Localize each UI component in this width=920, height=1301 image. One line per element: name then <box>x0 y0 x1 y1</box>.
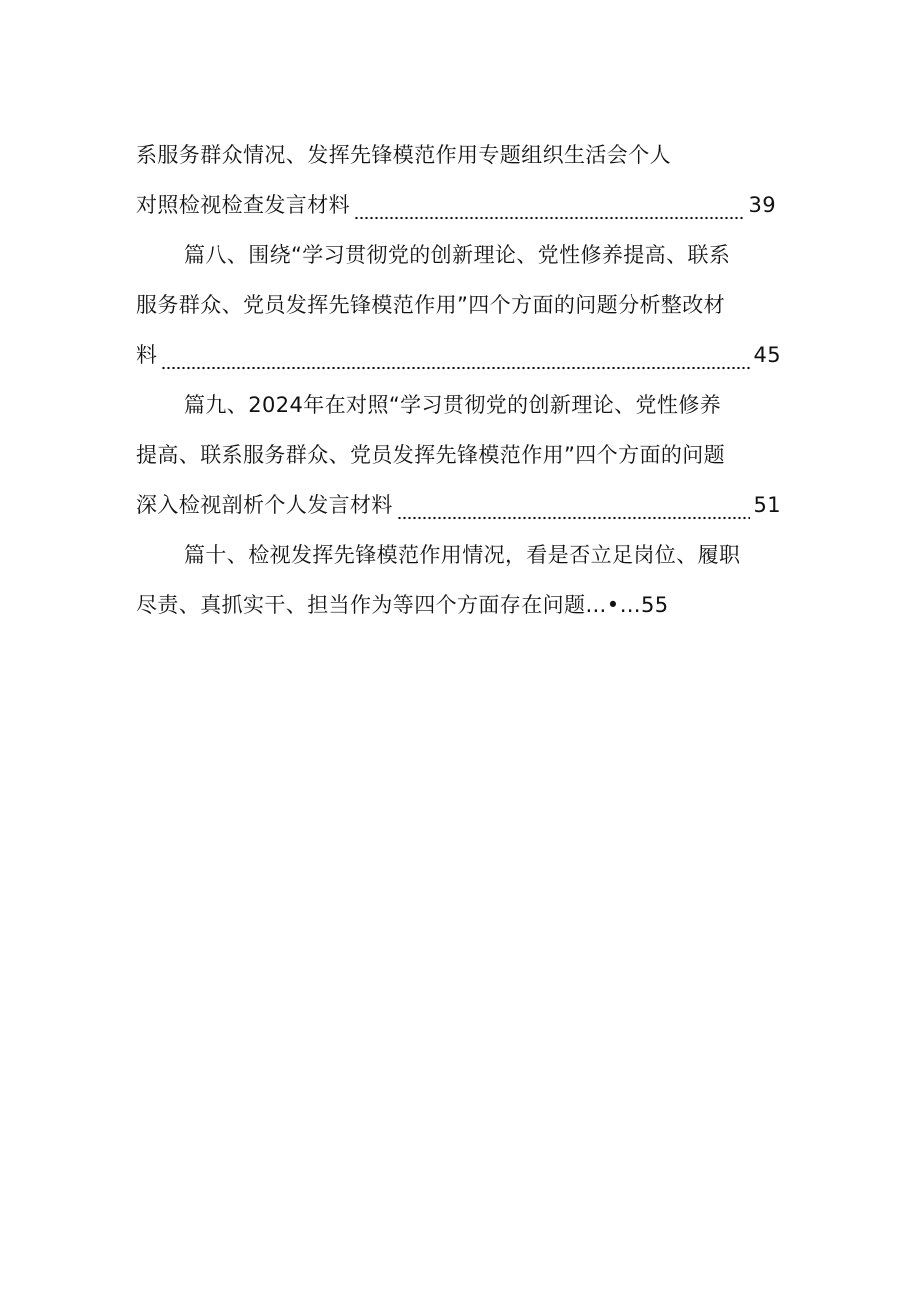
toc-entry-9-line-1: 篇九、2024年在对照“学习贯彻党的创新理论、党性修养 <box>184 393 722 417</box>
toc-entry-10-line-1: 篇十、检视发挥先锋模范作用情况，看是否立足岗位、履职 <box>184 543 741 567</box>
toc-entry-9-line-3 <box>136 480 781 530</box>
toc-entry-10-text: 尽责、真抓实干、担当作为等四个方面存在问题 <box>136 593 586 617</box>
toc-entry-9-line-2: 提高、联系服务群众、党员发挥先锋模范作用”四个方面的问题 <box>136 443 726 467</box>
toc-entry-7-text: 对照检视检查发言材料 <box>136 193 350 217</box>
toc-entry-8-page-number: 45 <box>753 343 781 367</box>
dot-leader <box>161 330 750 380</box>
table-of-contents <box>136 130 786 630</box>
toc-entry-9-page-number: 51 <box>753 493 781 517</box>
toc-entry-8-text: 料 <box>136 343 158 367</box>
toc-entry-9-text: 深入检视剖析个人发言材料 <box>136 493 393 517</box>
toc-entry-7-line-1: 系服务群众情况、发挥先锋模范作用专题组织生活会个人 <box>136 143 671 167</box>
toc-entry-7-line-2 <box>136 180 776 230</box>
toc-entry-8-line-1: 篇八、围绕“学习贯彻党的创新理论、党性修养提高、联系 <box>184 243 731 267</box>
dot-leader <box>397 480 751 530</box>
toc-entry-10-page-number: 55 <box>641 593 669 617</box>
toc-entry-8-line-2: 服务群众、党员发挥先锋模范作用”四个方面的问题分析整改材 <box>136 293 726 317</box>
toc-entry-7-page-number: 39 <box>748 193 776 217</box>
toc-entry-10-line-2 <box>136 580 786 630</box>
toc-entry-10-leader: …•… <box>585 593 641 617</box>
toc-entry-8-line-3 <box>136 330 781 380</box>
dot-leader <box>354 180 745 230</box>
